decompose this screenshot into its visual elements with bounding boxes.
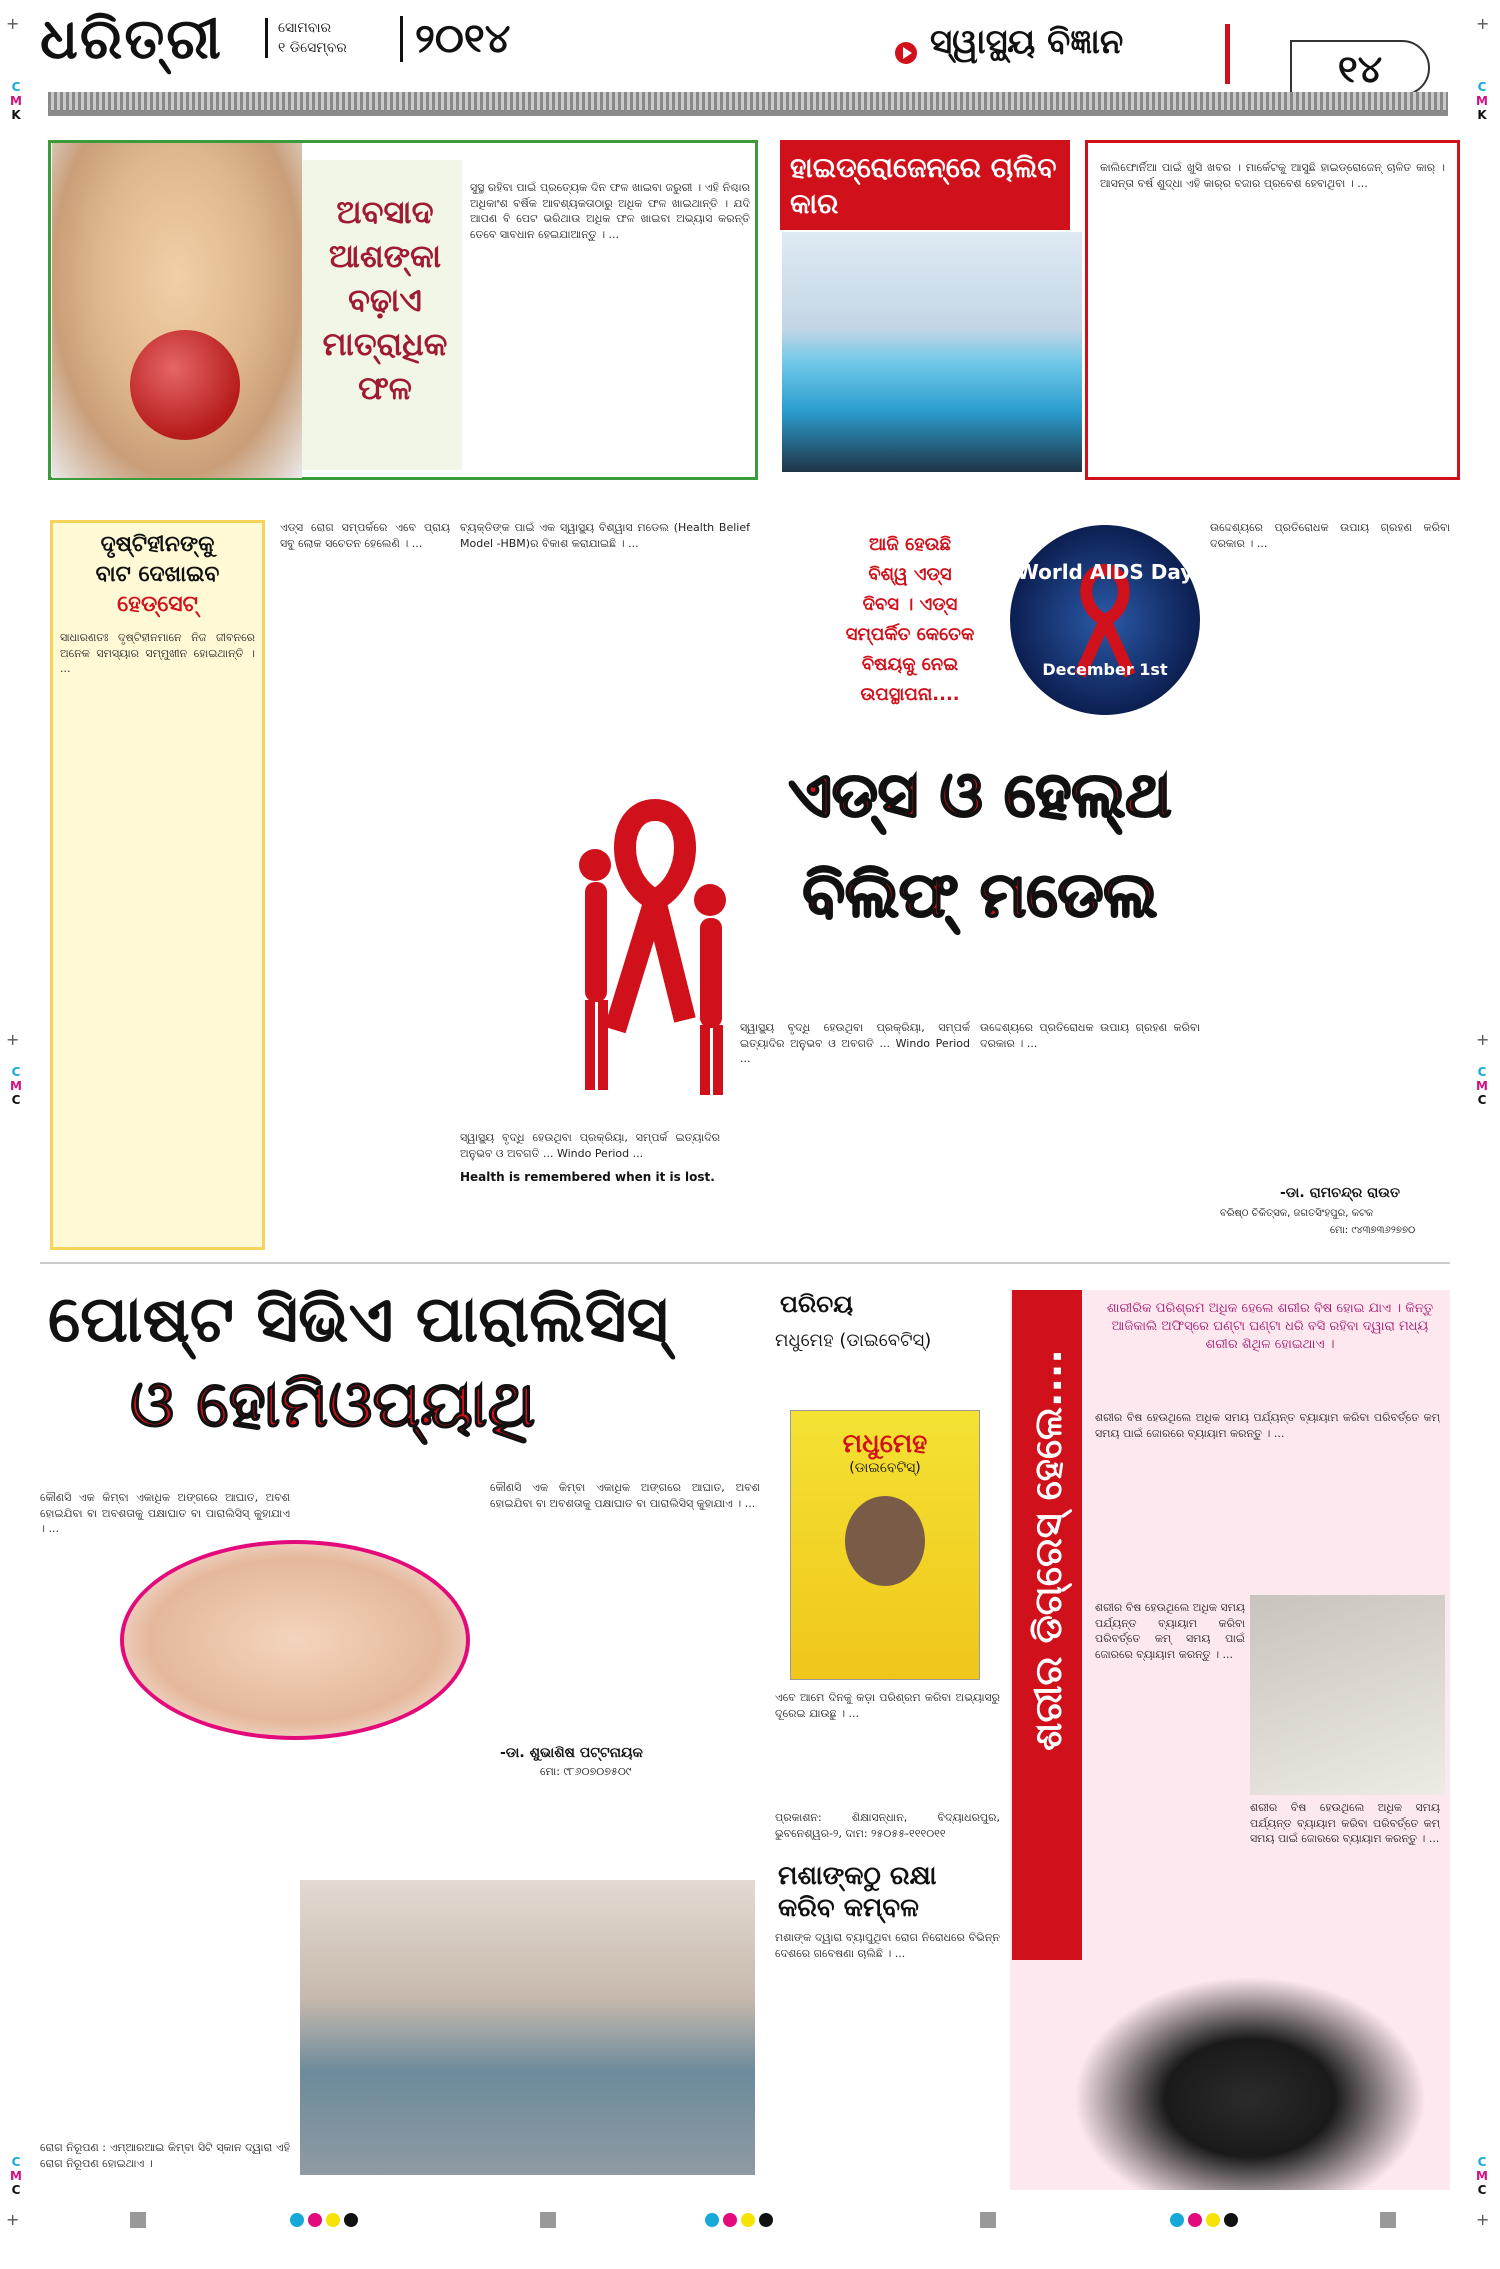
aids-author: -ଡା. ରାମଚନ୍ଦ୍ର ରାଉତ [1280,1185,1400,1201]
exercise-intro: ଶାରୀରିକ ପରିଶ୍ରମ ଅଧିକ ହେଲେ ଶରୀର ବିଷ ହୋଇ ଯାଏ । କିନ୍ତୁ ଆଜିକାଲି ଅଫିସ୍‌ରେ ଘଣ୍ଟା ଘଣ୍ଟା ଧରି ବସି ରହିବା ଦ୍ୱାରା ମଧ୍ୟ ଶରୀର ଶିଥିଳ ହୋଇଥାଏ । [1106,1301,1434,1352]
mosquito-body: ମଶାଙ୍କ ଦ୍ୱାରା ବ୍ୟାପୁଥିବା ରୋଗ ନିରୋଧରେ ବିଭିନ୍ନ ଦେଶରେ ଗବେଷଣା ଚାଲିଛି । ... [775,1931,1000,1960]
section-rule [40,1262,1450,1264]
diabetes-section-label: ପରିଚୟ [780,1290,854,1318]
newspaper-logo: ଧରିତ୍ରୀ [40,6,223,72]
color-bar-icon: C M K [10,80,22,122]
exercise-banner-text: ଶରୀର ଡିଗ୍ରେସ୍ ହେଲେ.... [1026,1349,1070,1751]
headline-line: ଫଳ [358,369,412,407]
headline-line: ଅବସାଦ [336,193,434,231]
car-story-body: କାଲିଫୋର୍ନିଆ ପାଇଁ ଖୁସି ଖବର । ମାର୍କେଟକୁ ଆସୁଛି ହାଇଡ୍ରୋଜେନ୍ ଚାଳିତ କାର୍ । ଆସନ୍ତା ବର୍ଷ ଶୁଦ୍ଧା ଏହି କାର୍‌ର ବଜାର ପ୍ରବେଶ ହେବାଥିବା । ... [1100,161,1445,190]
exercise-body-2: ଶରୀର ବିଷ ହେଉଥିଲେ ଅଧିକ ସମୟ ପର୍ଯ୍ୟନ୍ତ ବ୍ୟାୟାମ କରିବା ପରିବର୍ତ୍ତେ କମ୍ ସମୟ ପାଇଁ ଜୋରରେ ବ୍ୟାୟାମ କରନ୍ତୁ । ... [1095,1601,1245,1661]
car-headline: ହାଇଡ୍ରୋଜେନ୍‌ରେ ଚାଲିବ କାର [790,151,1057,220]
intro-line: ଦିବସ । ଏଡ୍‌ସ [862,594,958,615]
aids-headline [755,745,1205,1025]
author-photo [845,1496,925,1586]
color-bar-icon: C M C [10,1065,22,1107]
color-bar-icon: C M C [1476,1065,1488,1107]
headline-line: ହେଡ୍‌ସେଟ୍ [117,592,198,617]
book-title: ମଧୁମେହ [842,1429,928,1459]
aids-col-3b: ଉଦ୍ଦେଶ୍ୟରେ ପ୍ରତିରୋଧକ ଉପାୟ ଗ୍ରହଣ କରିବା ଦରକାର । ... [980,1021,1200,1050]
aids-author-detail: ବରିଷ୍ଠ ଚିକିତ୍ସକ, ଜଗତସିଂହପୁର, କଟକ [1220,1208,1374,1219]
headline-line: ବିଲିଫ୍ ମଡେଲ [802,858,1158,931]
health-quote: Health is remembered when it is lost. [460,1170,715,1184]
hands-image [120,1540,470,1740]
exercise-body-1: ଶରୀର ବିଷ ହେଉଥିଲେ ଅଧିକ ସମୟ ପର୍ଯ୍ୟନ୍ତ ବ୍ୟାୟାମ କରିବା ପରିବର୍ତ୍ତେ କମ୍ ସମୟ ପାଇଁ ଜୋରରେ ବ୍ୟାୟାମ କରନ୍ତୁ । ... [1095,1411,1440,1440]
paralysis-author-phone: ମୋ: ୯୮୬୦୭୦୭୫୦୯ [540,1765,632,1778]
headline-line: ବଢ଼ାଏ [348,281,422,319]
divider [1225,24,1230,84]
badge-top-text: World AIDS Day [1016,560,1194,584]
issue-day: ସୋମବାର [278,20,332,36]
exercise-body-3: ଶରୀର ବିଷ ହେଉଥିଲେ ଅଧିକ ସମୟ ପର୍ଯ୍ୟନ୍ତ ବ୍ୟାୟାମ କରିବା ପରିବର୍ତ୍ତେ କମ୍ ସମୟ ପାଇଁ ଜୋରରେ ବ୍ୟାୟାମ କରନ୍ତୁ । ... [1250,1801,1440,1845]
color-dots [705,2212,777,2231]
diabetes-side-text [985,1410,1005,1680]
color-bar-icon: C M K [1476,80,1488,122]
issue-date [265,18,347,58]
print-square [980,2212,996,2228]
diabetes-book-image [790,1410,980,1680]
paralysis-headline: ପୋଷ୍ଟ ସିଭିଏ ପାରାଲିସିସ୍ [48,1283,669,1357]
color-bar-icon: C M C [10,2155,22,2197]
color-dots [1170,2212,1242,2231]
registration-mark-icon: + [6,1030,20,1049]
color-bar-icon: C M C [1476,2155,1488,2197]
paralysis-col-2: କୌଣସି ଏକ କିମ୍ବା ଏକାଧିକ ଅଙ୍ଗରେ ଆଘାତ, ଅବଶ ହୋଇଯିବା ବା ଅବଶତାକୁ ପକ୍ଷାଘାତ ବା ପାରାଲିସିସ୍ କୁହାଯାଏ । ... [490,1481,760,1510]
issue-year: ୨୦୧୪ [400,16,510,62]
section-title: ସ୍ୱାସ୍ଥ୍ୟ ବିଜ୍ଞାନ [930,22,1124,62]
print-square [540,2212,556,2228]
headline-line: ଦୃଷ୍ଟିହୀନଙ୍କୁ [100,532,215,557]
print-square [130,2212,146,2228]
gym-patient-image [300,1880,755,2175]
yoga-pose-image [1050,1960,1450,2190]
print-square [1380,2212,1396,2228]
registration-mark-icon: + [1476,2210,1490,2229]
people-with-ribbon-image [560,770,740,1110]
aids-col-3: ସ୍ୱାସ୍ଥ୍ୟ ବୃଦ୍ଧି ହେଉଥିବା ପ୍ରକ୍ରିୟା, ସମ୍ପର୍କ ଇତ୍ୟାଦିର ଅନୁଭବ ଓ ଅବଗତି ... Windo Period ... [740,1021,970,1065]
book-subtitle: (ଡାଇବେଟିସ୍) [849,1460,921,1476]
fruit-story-body: ସୁସ୍ଥ ରହିବା ପାଇଁ ପ୍ରତ୍ୟେକ ଦିନ ଫଳ ଖାଇବା ଜରୁରୀ । ଏହି ନିଶ୍ଚାର ଅଧିକାଂଶ ବର୍ଷିକ ଆବଶ୍ୟକତାଠାରୁ ଅଧିକ ଫଳ ଖାଇଥାନ୍ତି । ଯଦି ଆପଣ ବି ପେଟ ଭରିଥାଉ ଅଧିକ ଫଳ ଖାଇବା ଅଭ୍ୟାସ କରନ୍ତି ତେବେ ସାବଧାନ ହେଇଯାଆନ୍ତୁ । ... [470,181,750,241]
issue-date-text: ୧ ଡିସେମ୍ବର [278,40,347,56]
intro-line: ସମ୍ପର୍କିତ କେତେକ [845,624,975,645]
paralysis-col-1: କୌଣସି ଏକ କିମ୍ବା ଏକାଧିକ ଅଙ୍ଗରେ ଆଘାତ, ଅବଶ ହୋଇଯିବା ବା ଅବଶତାକୁ ପକ୍ଷାଘାତ ବା ପାରାଲିସିସ୍ କୁହାଯାଏ । ... [40,1491,290,1535]
play-icon [895,42,917,64]
registration-mark-icon: + [6,2210,20,2229]
fruit-headline [310,190,460,410]
apple-icon [130,330,240,440]
headset-story-body: ସାଧାରଣତଃ ଦୃଷ୍ଟିହୀନମାନେ ନିଜ ଜୀବନରେ ଅନେକ ସମସ୍ୟାର ସମ୍ମୁଖୀନ ହୋଇଥାନ୍ତି । ... [60,631,255,675]
aids-col-2: ବ୍ୟକ୍ତିଙ୍କ ପାଇଁ ଏକ ସ୍ୱାସ୍ଥ୍ୟ ବିଶ୍ୱାସ ମଡେଲ (Health Belief Model -HBM)ର ବିକାଶ କରାଯାଇଛି । ... [460,521,750,550]
headline-line: ଆଶଙ୍କା [328,237,442,275]
headline-line: ଏଡ୍‌ସ ଓ ହେଲ୍‌ଥ [788,758,1172,831]
tired-woman-image [1250,1595,1445,1795]
intro-line: ବିଷୟକୁ ନେଇ [861,654,959,675]
intro-line: ଆଜି ହେଉଛି [868,534,952,555]
headline-line: ବାଟ ଦେଖାଇବ [95,562,220,587]
header-stripes [48,92,1448,110]
registration-mark-icon: + [6,14,20,33]
hydrogen-car-image [782,232,1082,472]
headset-headline [60,530,255,620]
diabetes-title: ମଧୁମେହ (ଡାଇବେଟିସ୍) [775,1330,932,1351]
header-rule [48,110,1448,116]
aids-author-phone: ମୋ: ୯୪୩୭୩୬୨୭୭୦ [1330,1225,1416,1236]
homeopathy-headline: ଓ ହୋମିଓପ୍ୟାଥି [130,1368,536,1442]
intro-line: ଉପସ୍ଥାପନା.... [860,684,960,705]
aids-col-3a: ସ୍ୱାସ୍ଥ୍ୟ ବୃଦ୍ଧି ହେଉଥିବା ପ୍ରକ୍ରିୟା, ସମ୍ପର୍କ ଇତ୍ୟାଦିର ଅନୁଭବ ଓ ଅବଗତି ... Windo Period ... [460,1131,720,1160]
diabetes-publisher: ପ୍ରକାଶନ: ଶିକ୍ଷାସନ୍ଧାନ, ବିଦ୍ୟାଧରପୁର, ଭୁବନେଶ୍ୱର-୨, ଦାମ: ୨୫୦୫୫-୧୧୧୦୧୧ [775,1811,1000,1840]
aids-col-1: ଏଡ୍‌ସ ରୋଗ ସମ୍ପର୍କରେ ଏବେ ପ୍ରାୟ ସବୁ ଲୋକ ସଚେତନ ହେଲେଣି । ... [280,521,450,550]
aids-intro [820,530,1000,710]
mosquito-headline: ମଶାଙ୍କଠୁ ରକ୍ଷା କରିବ କମ୍ବଳ [778,1861,937,1923]
registration-mark-icon: + [1476,1030,1490,1049]
intro-line: ବିଶ୍ୱ ଏଡ୍‌ସ [868,564,952,585]
registration-mark-icon: + [1476,14,1490,33]
paralysis-treatment: ରୋଗ ନିରୂପଣ : ଏମ୍‌ଆରଆଇ କିମ୍ବା ସିଟି ସ୍କାନ ଦ୍ୱାରା ଏହି ରୋଗ ନିରୂପଣ ହୋଇଥାଏ । [40,2141,290,2170]
paralysis-author: -ଡା. ଶୁଭାଶିଷ ପଟ୍ଟନାୟକ [500,1745,643,1761]
diabetes-body: ଏବେ ଆମେ ଦିନକୁ କଡ଼ା ପରିଶ୍ରମ କରିବା ଅଭ୍ୟାସରୁ ଦୂରେଇ ଯାଉଛୁ । ... [775,1691,1000,1720]
aids-col-4: ଉଦ୍ଦେଶ୍ୟରେ ପ୍ରତିରୋଧକ ଉପାୟ ଗ୍ରହଣ କରିବା ଦରକାର । ... [1210,521,1450,550]
badge-bottom-text: December 1st [1042,660,1168,679]
headline-line: ମାତ୍ରାଧିକ [322,325,448,363]
page-number: ୧୪ [1290,40,1430,96]
color-dots [290,2212,362,2231]
